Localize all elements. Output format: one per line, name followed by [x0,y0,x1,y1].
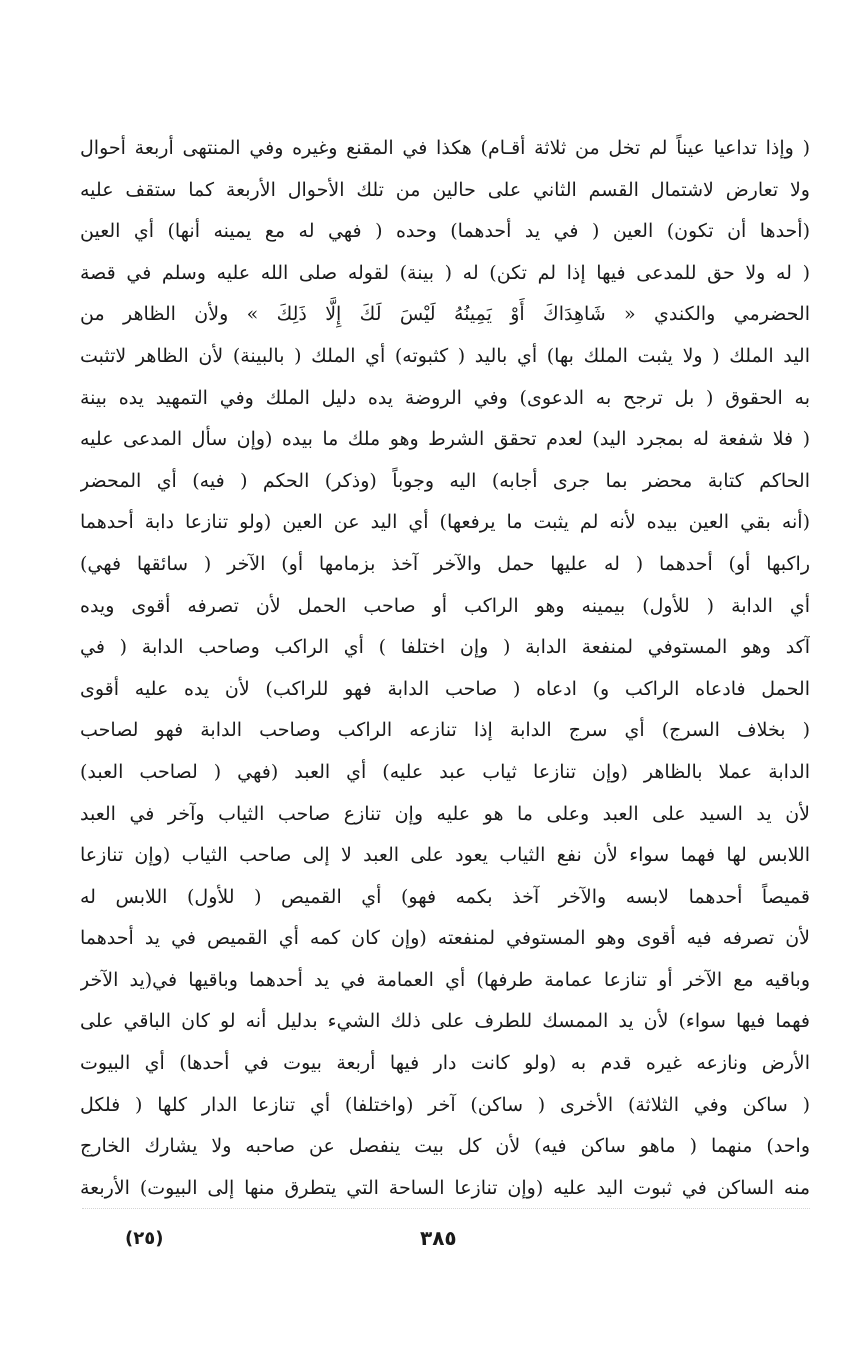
footer-divider [82,1208,810,1211]
text-line: ( بخلاف السرج) أي سرج الدابة إذا تنازعه الراكب وصاحب الدابة فهو لصاحب [80,719,810,742]
text-line: ولا تعارض لاشتمال القسم الثاني على حالين من تلك الأحوال الأربعة كما ستقف عليه [80,178,810,201]
text-line: آكد وهو المستوفي لمنفعة الدابة ( وإن اختلفا ) أي الراكب وصاحب الدابة ( في [80,636,810,659]
text-line: لأن تصرفه فيه أقوى وهو المستوفي لمنفعته (وإن كان كمه أي القميص في يد أحدهما [80,927,810,950]
text-line: ( ساكن وفي الثلاثة) الأخرى ( ساكن) آخر (واختلفا) أي تنازعا الدار كلها ( فلكل [80,1093,810,1116]
text-line: أي الدابة ( للأول) بيمينه وهو الراكب أو صاحب الحمل لأن تصرفه أقوى ويده [80,594,810,617]
text-line: به الحقوق ( بل ترجح به الدعوى) وفي الروضة يده دليل الملك وفي التمهيد يده بينة [80,386,810,409]
text-line: ( فلا شفعة له بمجرد اليد) لعدم تحقق الشرط وهو ملك ما بيده (وإن سأل المدعى عليه [80,428,810,451]
text-line: الحاكم كتابة محضر بما جرى أجابه) اليه وجوباً (وذكر) الحكم ( فيه) أي المحضر [80,469,810,492]
text-line: فهما فيها سواء) لأن يد الممسك للطرف على ذلك الشيء بدليل أنه لو كان الباقي على [80,1010,810,1033]
text-line: وباقيه مع الآخر أو تنازعا عمامة طرفها) أي العمامة في يد أحدهما وباقيها في(يد الآخر [80,968,810,991]
text-line: ( وإذا تداعيا عيناً لم تخل من ثلاثة أقـام) هكذا في المقنع وغيره وفي المنتهى أربعة أحوال [80,137,810,159]
signature-mark: (٢٥) [125,1228,164,1249]
text-line: راكبها أو) أحدهما ( له عليها حمل والآخر آخذ بزمامها أو) الآخر ( سائقها فهي) [80,552,810,575]
text-line: منه الساكن في ثبوت اليد عليه (وإن تنازعا الساحة التي يتطرق منها إلى البيوت) الأربعة [80,1176,810,1199]
page-footer [80,1222,810,1262]
text-line: ( له ولا حق للمدعى فيها إذا لم تكن) له ( بينة) لقوله صلى الله عليه وسلم في قصة [80,261,810,284]
page-body-text [80,128,810,1209]
text-line: اللابس لها فهما سواء لأن نفع الثياب يعود على العبد لا إلى صاحب الثياب (وإن تنازعا [80,844,810,867]
text-line: قميصاً أحدهما لابسه والآخر آخذ بكمه فهو) أي القميص ( للأول) اللابس له [80,885,810,908]
text-line: واحد) منهما ( ماهو ساكن فيه) لأن كل بيت ينفصل عن صاحبه ولا يشارك الخارج [80,1135,810,1158]
text-line: الدابة عملا بالظاهر (وإن تنازعا ثياب عبد عليه) أي العبد (فهي ( لصاحب العبد) [80,760,810,783]
text-line: الحمل فادعاه الراكب و) ادعاه ( صاحب الدابة فهو للراكب) لأن يده عليه أقوى [80,677,810,700]
text-line: لأن يد السيد على العبد وعلى ما هو عليه وإن تنازع صاحب الثياب وآخر في العبد [80,802,810,825]
text-line: الأرض ونازعه غيره قدم به (ولو كانت دار فيها أربعة بيوت في أحدها) أي البيوت [80,1052,810,1075]
text-line: (أنه بقي العين بيده لأنه لم يثبت ما يرفعها) أي اليد عن العين (ولو تنازعا دابة أحدهما [80,511,810,534]
text-line: اليد الملك ( ولا يثبت الملك بها) أي باليد ( كثبوته) أي الملك ( بالبينة) لأن الظاهر لاتثبت [80,344,810,367]
page-number: ٣٨٥ [420,1226,457,1250]
text-line: الحضرمي والكندي « شَاهِدَاكَ أَوْ يَمِينُهُ لَيْسَ لَكَ إِلَّا ذَلِكَ » ولأن الظاهر من [80,303,810,326]
text-line: (أحدها أن تكون) العين ( في يد أحدهما) وحده ( فهي له مع يمينه أنها) أي العين [80,220,810,243]
